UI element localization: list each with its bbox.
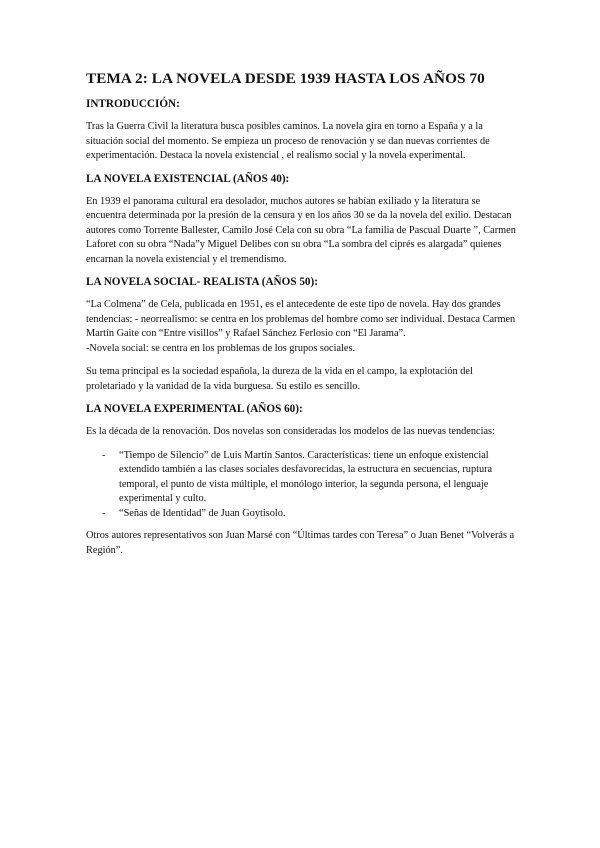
section-heading-existencial: LA NOVELA EXISTENCIAL (AÑOS 40): [86, 172, 290, 185]
list-item-text: “Tiempo de Silencio” de Luis Martín Santos. Características: tiene un enfoque existencial extendido también a las clases sociales desfavorecidas, la estructura en secuencias, ruptura temporal, el punto de vista múltiple, el monólogo interior, la segunda persona, el lenguaje experimental y culto. [119, 449, 493, 504]
section-heading-social: LA NOVELA SOCIAL- REALISTA (AÑOS 50): [86, 276, 318, 288]
section-heading-intro: INTRODUCCIÓN: [86, 98, 180, 110]
section-heading-experimental: LA NOVELA EXPERIMENTAL (AÑOS 60): [86, 403, 303, 415]
social-paragraph-1: “La Colmena” de Cela, publicada en 1951, es el antecedente de este tipo de novela. Hay dos grandes tendencias: - neorrealismo: se centra en los problemas del hombre como ser individual. Destaca Carmen Martín Gaite con “Entre visillos” y Rafael Sánchez Ferlosio con “El Jarama”. [86, 299, 516, 339]
closing-paragraph: Otros autores representativos son Juan Marsé con “Últimas tardes con Teresa” o Juan Benet “Volverás a Región”. [86, 530, 515, 556]
experimental-paragraph: Es la década de la renovación. Dos novelas son consideradas los modelos de las nuevas tendencias: [86, 426, 495, 437]
experimental-list [86, 449, 522, 522]
page-title: TEMA 2: LA NOVELA DESDE 1939 HASTA LOS AÑOS 70 [86, 70, 485, 87]
existencial-paragraph: En 1939 el panorama cultural era desolador, muchos autores se habían exiliado y la literatura se encuentra determinada por la presión de la censura y en los años 30 se da la novela del exilio. Destacan autores como Torrente Ballester, Camilo José Cela con su obra “La familia de Pascual Duarte ”, Carmen Laforet con su obra “Nada”y Miguel Delibes con su obra “La sombra del ciprés es alargada” quienes encarnan la novela existencial y el tremendismo. [86, 195, 516, 265]
list-item [86, 507, 522, 522]
dash-bullet: - [102, 449, 106, 461]
list-item [86, 449, 522, 507]
list-item-text: “Señas de Identidad” de Juan Goytisolo. [119, 507, 286, 519]
social-paragraph-2: -Novela social: se centra en los problemas de los grupos sociales. [86, 342, 356, 354]
document-body [86, 70, 522, 567]
intro-paragraph: Tras la Guerra Civil la literatura busca posibles caminos. La novela gira en torno a España y a la situación social del momento. Se empieza un proceso de renovación y se dan nuevas corrientes de experimentación. Destaca la novela existencial , el realismo social y la novela experimental. [86, 121, 490, 161]
dash-bullet: - [102, 507, 106, 519]
social-paragraph-3: Su tema principal es la sociedad española, la dureza de la vida en el campo, la explotación del proletariado y la vanidad de la vida burguesa. Su estilo es sencillo. [86, 366, 473, 392]
